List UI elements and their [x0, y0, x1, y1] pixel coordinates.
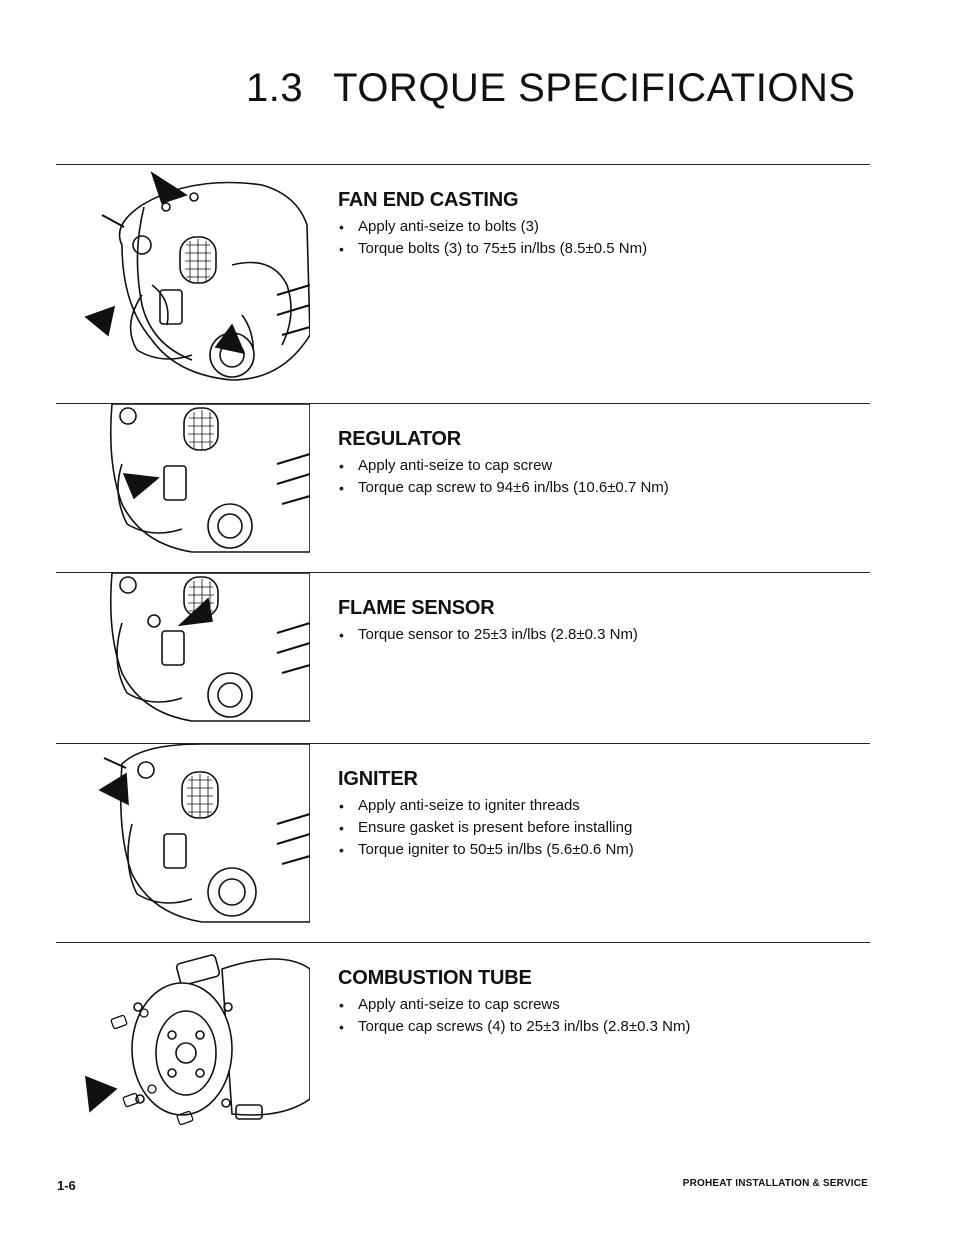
fan-end-casting-illustration: [82, 165, 310, 385]
bullet-item: • Apply anti-seize to bolts (3): [338, 216, 858, 238]
flame-sensor-illustration: [82, 573, 310, 723]
igniter-illustration: [82, 744, 310, 924]
section-heading: FAN END CASTING: [338, 189, 519, 211]
bullet-list: [338, 994, 858, 1038]
section-heading: REGULATOR: [338, 428, 462, 450]
section-fan-end-casting: [56, 165, 870, 403]
section-text: [338, 967, 858, 1038]
section-text: [338, 768, 858, 861]
bullet-item: • Apply anti-seize to cap screws: [338, 994, 858, 1016]
bullet-item: • Apply anti-seize to igniter threads: [338, 795, 858, 817]
section-heading: FLAME SENSOR: [338, 597, 495, 619]
section-regulator: [56, 404, 870, 572]
bullet-list: [338, 795, 858, 861]
section-text: [338, 189, 858, 260]
bullet-list: [338, 216, 858, 260]
page-title: [246, 66, 856, 111]
bullet-item: • Torque sensor to 25±3 in/lbs (2.8±0.3 Nm): [338, 624, 858, 646]
bullet-item: • Ensure gasket is present before installing: [338, 817, 858, 839]
bullet-item: • Torque cap screws (4) to 25±3 in/lbs (2.8±0.3 Nm): [338, 1016, 858, 1038]
section-text: [338, 428, 858, 499]
bullet-item: • Apply anti-seize to cap screw: [338, 455, 858, 477]
combustion-tube-illustration: [82, 949, 310, 1137]
bullet-item: • Torque bolts (3) to 75±5 in/lbs (8.5±0.5 Nm): [338, 238, 858, 260]
bullet-item: • Torque cap screw to 94±6 in/lbs (10.6±0.7 Nm): [338, 477, 858, 499]
page-number: 1-6: [57, 1178, 76, 1193]
section-heading: COMBUSTION TUBE: [338, 967, 532, 989]
manual-title: PROHEAT INSTALLATION & SERVICE: [682, 1178, 868, 1189]
section-heading: IGNITER: [338, 768, 418, 790]
section-combustion-tube: [56, 943, 870, 1143]
title-text: TORQUE SPECIFICATIONS: [333, 66, 856, 110]
section-flame-sensor: [56, 573, 870, 743]
section-igniter: [56, 744, 870, 942]
regulator-illustration: [82, 404, 310, 554]
bullet-list: [338, 455, 858, 499]
bullet-item: • Torque igniter to 50±5 in/lbs (5.6±0.6 Nm): [338, 839, 858, 861]
section-text: [338, 597, 858, 646]
section-number: 1.3: [246, 66, 304, 110]
bullet-list: [338, 624, 858, 646]
